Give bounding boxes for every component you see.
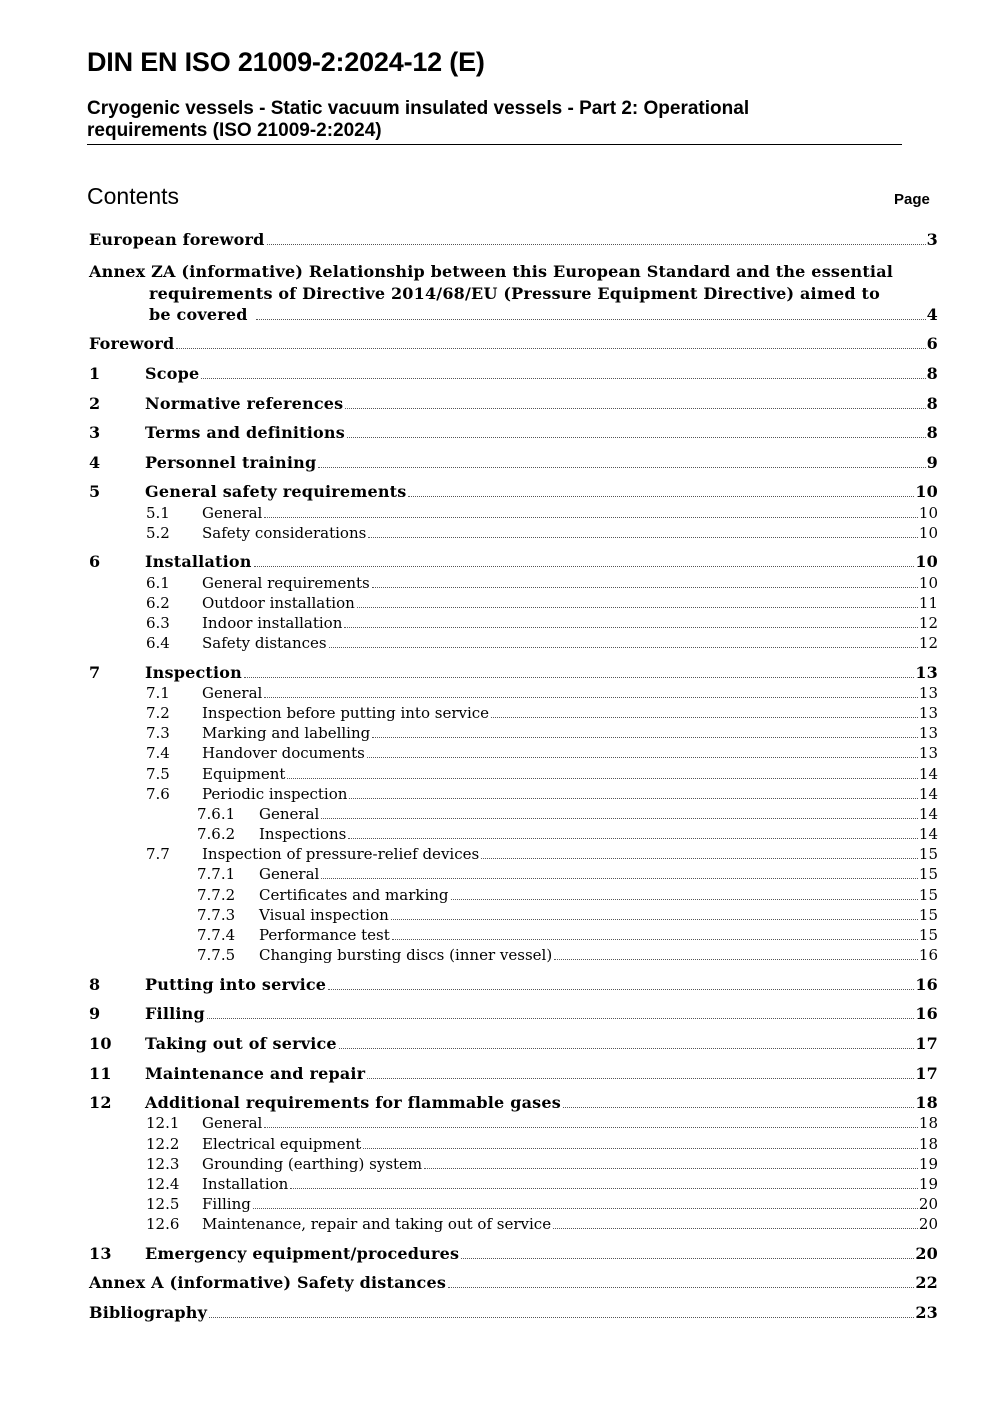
toc-entry-number: 1 bbox=[89, 364, 101, 383]
toc-entry-title: Filling bbox=[145, 1004, 205, 1023]
toc-entry-page: 11 bbox=[918, 594, 938, 612]
toc-entry-page: 12 bbox=[918, 614, 938, 632]
dot-leader bbox=[553, 1228, 918, 1229]
toc-entry[interactable] bbox=[89, 423, 938, 443]
toc-entry-number: 7.6.2 bbox=[197, 825, 236, 843]
toc-entry[interactable] bbox=[146, 1154, 938, 1174]
toc-entry[interactable] bbox=[89, 1244, 938, 1264]
toc-entry[interactable] bbox=[146, 723, 938, 743]
dot-leader bbox=[461, 1258, 914, 1259]
toc-entry-title: Equipment bbox=[202, 765, 286, 783]
dot-leader bbox=[391, 919, 918, 920]
toc-entry[interactable] bbox=[89, 1273, 938, 1293]
toc-entry-title: Scope bbox=[145, 364, 200, 383]
toc-entry-page: 8 bbox=[926, 423, 938, 442]
toc-entry-number: 7.7.4 bbox=[197, 926, 236, 944]
toc-entry-page: 16 bbox=[915, 975, 938, 994]
toc-entry-page: 15 bbox=[918, 906, 938, 924]
toc-entry[interactable] bbox=[89, 1064, 938, 1084]
toc-entry-title: Inspection of pressure-relief devices bbox=[202, 845, 480, 863]
toc-entry[interactable] bbox=[197, 885, 938, 905]
toc-entry-page: 8 bbox=[926, 364, 938, 383]
toc-entry-title: Handover documents bbox=[202, 744, 365, 762]
toc-entry-number: 12 bbox=[89, 1093, 112, 1112]
dot-leader bbox=[347, 437, 926, 438]
toc-entry-page: 10 bbox=[918, 574, 938, 592]
toc-entry-title: General bbox=[202, 1114, 263, 1132]
toc-entry-number: 7.7.2 bbox=[197, 886, 236, 904]
dot-leader bbox=[345, 408, 925, 409]
dot-leader bbox=[318, 467, 925, 468]
toc-entry-title: Annex A (informative) Safety distances bbox=[89, 1273, 447, 1292]
toc-entry-title: General bbox=[202, 504, 263, 522]
dot-leader bbox=[321, 878, 918, 879]
toc-entry-number: 6 bbox=[89, 552, 101, 571]
page-column-label: Page bbox=[894, 191, 930, 208]
dot-leader bbox=[448, 1287, 914, 1288]
toc-entry-number: 6.4 bbox=[146, 634, 170, 652]
dot-leader bbox=[372, 587, 918, 588]
toc-entry-title: Outdoor installation bbox=[202, 594, 355, 612]
dot-leader bbox=[563, 1107, 914, 1108]
toc-entry-number: 7.5 bbox=[146, 765, 170, 783]
toc-entry[interactable] bbox=[146, 593, 938, 613]
toc-entry[interactable] bbox=[146, 703, 938, 723]
annex-za-line-1: Annex ZA (informative) Relationship between this European Standard and the essential bbox=[89, 262, 894, 281]
dot-leader bbox=[329, 647, 918, 648]
toc-entry[interactable] bbox=[146, 743, 938, 763]
toc-entry-number: 5.2 bbox=[146, 524, 170, 542]
toc-entry-title: Filling bbox=[202, 1195, 251, 1213]
dot-leader bbox=[344, 627, 918, 628]
dot-leader bbox=[491, 717, 918, 718]
toc-entry-page: 18 bbox=[918, 1114, 938, 1132]
toc-entry[interactable] bbox=[89, 975, 938, 995]
toc-entry-number: 7.6 bbox=[146, 785, 170, 803]
toc-entry-title: Certificates and marking bbox=[259, 886, 449, 904]
toc-entry-number: 7 bbox=[89, 663, 101, 682]
toc-entry[interactable] bbox=[197, 905, 938, 925]
toc-entry[interactable] bbox=[89, 334, 938, 354]
dot-leader bbox=[244, 677, 914, 678]
dot-leader bbox=[290, 1188, 918, 1189]
toc-entry[interactable] bbox=[89, 552, 938, 572]
toc-entry-page: 20 bbox=[918, 1215, 938, 1233]
toc-entry-number: 12.6 bbox=[146, 1215, 180, 1233]
dot-leader bbox=[357, 607, 918, 608]
dot-leader bbox=[392, 939, 918, 940]
toc-entry[interactable] bbox=[197, 804, 938, 824]
toc-entry[interactable] bbox=[89, 394, 938, 414]
annex-za-line-3-text: be covered bbox=[149, 305, 248, 324]
toc-entry-page: 17 bbox=[915, 1034, 938, 1053]
toc-entry[interactable] bbox=[146, 613, 938, 633]
dot-leader bbox=[481, 858, 918, 859]
dot-leader bbox=[267, 244, 926, 245]
toc-entry[interactable] bbox=[197, 925, 938, 945]
dot-leader bbox=[408, 496, 914, 497]
toc-entry-page: 13 bbox=[918, 724, 938, 742]
toc-entry-page: 10 bbox=[918, 504, 938, 522]
toc-entry-title: Periodic inspection bbox=[202, 785, 348, 803]
annex-za-page: 4 bbox=[926, 305, 938, 324]
toc-entry-page: 20 bbox=[915, 1244, 938, 1263]
toc-entry-page: 18 bbox=[918, 1135, 938, 1153]
toc-entry-number: 7.7.5 bbox=[197, 946, 236, 964]
toc-entry[interactable] bbox=[197, 945, 938, 965]
toc-entry-title: Installation bbox=[145, 552, 252, 571]
annex-za-line-2: requirements of Directive 2014/68/EU (Pressure Equipment Directive) aimed to bbox=[149, 283, 880, 303]
toc-entry-title: General bbox=[259, 865, 320, 883]
toc-entry-title: Personnel training bbox=[145, 453, 317, 472]
toc-entry-title: Installation bbox=[202, 1175, 289, 1193]
dot-leader bbox=[201, 378, 925, 379]
toc-entry-page: 19 bbox=[918, 1175, 938, 1193]
dot-leader bbox=[451, 899, 918, 900]
toc-entry-title: Taking out of service bbox=[145, 1034, 337, 1053]
toc-entry-page: 12 bbox=[918, 634, 938, 652]
toc-entry-number: 7.3 bbox=[146, 724, 170, 742]
toc-entry-number: 7.4 bbox=[146, 744, 170, 762]
toc-entry-title: Inspection before putting into service bbox=[202, 704, 490, 722]
toc-entry-title: Safety distances bbox=[202, 634, 327, 652]
dot-leader bbox=[348, 838, 918, 839]
toc-entry-number: 5.1 bbox=[146, 504, 170, 522]
toc-entry-page: 14 bbox=[918, 825, 938, 843]
toc-entry-title: Inspection bbox=[145, 663, 243, 682]
toc-entry-page: 16 bbox=[918, 946, 938, 964]
dot-leader bbox=[372, 737, 918, 738]
toc-entry-number: 4 bbox=[89, 453, 101, 472]
toc-entry-title: General requirements bbox=[202, 574, 370, 592]
toc-entry-page: 19 bbox=[918, 1155, 938, 1173]
dot-leader bbox=[264, 517, 918, 518]
toc-entry-page: 15 bbox=[918, 845, 938, 863]
contents-heading: Contents bbox=[87, 183, 180, 209]
toc-entry[interactable] bbox=[146, 683, 938, 703]
toc-entry-page: 20 bbox=[918, 1195, 938, 1213]
toc-entry[interactable] bbox=[146, 523, 938, 543]
toc-entry-number: 12.2 bbox=[146, 1135, 180, 1153]
toc-entry[interactable] bbox=[146, 764, 938, 784]
toc-entry-title: General safety requirements bbox=[145, 482, 407, 501]
toc-entry-title: General bbox=[259, 805, 320, 823]
toc-entry-page: 18 bbox=[915, 1093, 938, 1112]
toc-entry-title: European foreword bbox=[89, 230, 265, 249]
toc-entry-number: 3 bbox=[89, 423, 101, 442]
toc-entry-number: 5 bbox=[89, 482, 101, 501]
toc-entry[interactable] bbox=[146, 633, 938, 653]
document-title: DIN EN ISO 21009-2:2024-12 (E) bbox=[87, 47, 485, 77]
toc-entry-title: Changing bursting discs (inner vessel) bbox=[259, 946, 553, 964]
dot-leader bbox=[349, 798, 917, 799]
toc-entry-number: 7.7.1 bbox=[197, 865, 236, 883]
toc-entry-title: Maintenance, repair and taking out of service bbox=[202, 1215, 552, 1233]
toc-entry-page: 13 bbox=[918, 744, 938, 762]
toc-entry-page: 22 bbox=[915, 1273, 938, 1292]
toc-entry[interactable] bbox=[146, 503, 938, 523]
toc-entry-number: 2 bbox=[89, 394, 101, 413]
toc-entry-page: 15 bbox=[918, 926, 938, 944]
toc-entry-page: 16 bbox=[915, 1004, 938, 1023]
toc-entry-page: 8 bbox=[926, 394, 938, 413]
toc-entry-number: 7.6.1 bbox=[197, 805, 236, 823]
toc-entry-page: 3 bbox=[926, 230, 938, 249]
toc-entry-page: 10 bbox=[915, 482, 938, 501]
toc-entry[interactable] bbox=[89, 1093, 938, 1113]
dot-leader bbox=[339, 1048, 915, 1049]
dot-leader bbox=[264, 1127, 918, 1128]
toc-entry[interactable] bbox=[89, 1034, 938, 1054]
toc-entry-page: 13 bbox=[918, 704, 938, 722]
toc-entry-page: 15 bbox=[918, 886, 938, 904]
toc-entry-title: Terms and definitions bbox=[145, 423, 345, 442]
dot-leader bbox=[424, 1168, 918, 1169]
dot-leader bbox=[367, 1078, 914, 1079]
toc-entry[interactable] bbox=[89, 230, 938, 250]
toc-entry[interactable] bbox=[89, 364, 938, 384]
toc-entry-title: Electrical equipment bbox=[202, 1135, 362, 1153]
document-subtitle: Cryogenic vessels - Static vacuum insulated vessels - Part 2: Operational requirements (ISO 21009-2:2024) bbox=[87, 98, 750, 141]
toc-entry-number: 7.7.3 bbox=[197, 906, 236, 924]
toc-entry-number: 9 bbox=[89, 1004, 101, 1023]
toc-entry-number: 12.4 bbox=[146, 1175, 180, 1193]
toc-entry-title: Emergency equipment/procedures bbox=[145, 1244, 460, 1263]
toc-entry-page: 14 bbox=[918, 765, 938, 783]
toc-entry-title: Bibliography bbox=[89, 1303, 208, 1322]
toc-entry-number: 6.3 bbox=[146, 614, 170, 632]
toc-entry[interactable] bbox=[89, 663, 938, 683]
toc-entry-number: 12.1 bbox=[146, 1114, 180, 1132]
toc-entry[interactable] bbox=[146, 1134, 938, 1154]
dot-leader bbox=[287, 778, 918, 779]
toc-entry-page: 10 bbox=[915, 552, 938, 571]
toc-entry-title: General bbox=[202, 684, 263, 702]
toc-entry[interactable] bbox=[197, 864, 938, 884]
toc-entry-page: 13 bbox=[918, 684, 938, 702]
toc-entry[interactable] bbox=[89, 1004, 938, 1024]
dot-leader bbox=[328, 989, 914, 990]
toc-entry-page: 14 bbox=[918, 785, 938, 803]
toc-entry-number: 12.3 bbox=[146, 1155, 180, 1173]
dot-leader bbox=[254, 566, 915, 567]
toc-entry-page: 17 bbox=[915, 1064, 938, 1083]
toc-entry-number: 7.2 bbox=[146, 704, 170, 722]
toc-entry-page: 23 bbox=[915, 1303, 938, 1322]
toc-entry[interactable] bbox=[146, 1113, 938, 1133]
toc-entry-number: 6.2 bbox=[146, 594, 170, 612]
toc-entry-number: 11 bbox=[89, 1064, 112, 1083]
toc-entry-page: 10 bbox=[918, 524, 938, 542]
toc-entry-title: Maintenance and repair bbox=[145, 1064, 366, 1083]
toc-entry[interactable] bbox=[89, 482, 938, 502]
dot-leader bbox=[209, 1317, 914, 1318]
toc-entry-number: 6.1 bbox=[146, 574, 170, 592]
toc-entry[interactable] bbox=[146, 1214, 938, 1234]
toc-entry-title: Putting into service bbox=[145, 975, 327, 994]
toc-entry-page: 13 bbox=[915, 663, 938, 682]
toc-entry-page: 14 bbox=[918, 805, 938, 823]
toc-entry-page: 15 bbox=[918, 865, 938, 883]
dot-leader bbox=[253, 1208, 918, 1209]
toc-entry-page: 6 bbox=[926, 334, 938, 353]
toc-entry-title: Indoor installation bbox=[202, 614, 343, 632]
toc-entry-number: 7.1 bbox=[146, 684, 170, 702]
dot-leader bbox=[368, 537, 918, 538]
toc-entry-title: Visual inspection bbox=[259, 906, 389, 924]
toc-entry[interactable] bbox=[146, 1194, 938, 1214]
toc-entry-number: 13 bbox=[89, 1244, 112, 1263]
toc-entry[interactable] bbox=[146, 784, 938, 804]
toc-entry-page: 9 bbox=[926, 453, 938, 472]
toc-entry-title: Normative references bbox=[145, 394, 344, 413]
toc-entry-title: Grounding (earthing) system bbox=[202, 1155, 423, 1173]
dot-leader bbox=[264, 697, 918, 698]
toc-entry[interactable] bbox=[146, 573, 938, 593]
dot-leader bbox=[321, 818, 918, 819]
dot-leader bbox=[363, 1148, 918, 1149]
toc-entry-number: 12.5 bbox=[146, 1195, 180, 1213]
toc-entry-title: Foreword bbox=[89, 334, 175, 353]
toc-entry-number: 7.7 bbox=[146, 845, 170, 863]
toc-entry[interactable] bbox=[89, 1303, 938, 1323]
toc-entry-number: 10 bbox=[89, 1034, 112, 1053]
toc-entry[interactable] bbox=[197, 824, 938, 844]
toc-entry[interactable] bbox=[89, 453, 938, 473]
dot-leader bbox=[367, 757, 918, 758]
dot-leader bbox=[554, 959, 918, 960]
toc-entry[interactable] bbox=[146, 844, 938, 864]
toc-entry-title: Inspections bbox=[259, 825, 347, 843]
dot-leader bbox=[176, 348, 925, 349]
toc-entry-title: Marking and labelling bbox=[202, 724, 371, 742]
toc-entry-number: 8 bbox=[89, 975, 101, 994]
toc-entry-title: Safety considerations bbox=[202, 524, 367, 542]
toc-entry-title: Additional requirements for flammable gases bbox=[145, 1093, 561, 1112]
toc-entry[interactable] bbox=[146, 1174, 938, 1194]
dot-leader bbox=[207, 1018, 914, 1019]
toc-entry-title: Performance test bbox=[259, 926, 390, 944]
